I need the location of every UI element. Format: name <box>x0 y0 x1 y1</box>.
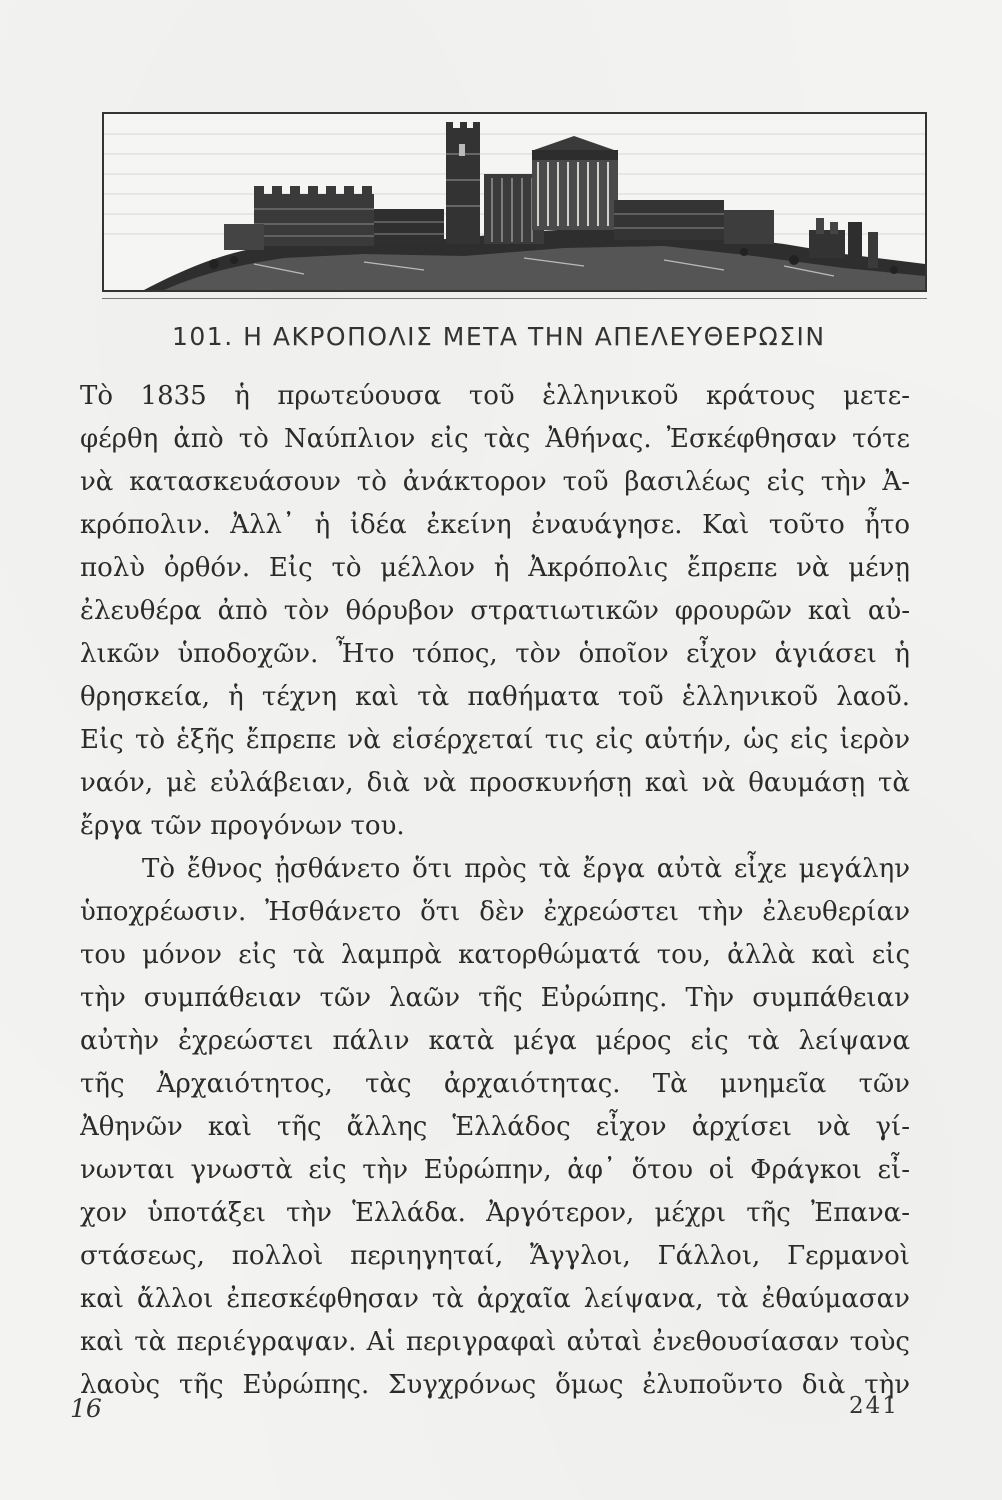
text-line: ἐλευθέρα ἀπὸ τὸν θόρυβον στρατιωτικῶν φρουρῶν καὶ αὐ- <box>80 596 910 626</box>
text-line: κρόπολιν. Ἀλλ᾽ ἡ ἰδέα ἐκείνη ἐναυάγησε. Καὶ τοῦτο ἦτο <box>80 510 910 540</box>
text-line: Τὸ 1835 ἡ πρωτεύουσα τοῦ ἑλληνικοῦ κράτους μετε- <box>80 381 910 411</box>
text-line: θρησκεία, ἡ τέχνη καὶ τὰ παθήματα τοῦ ἑλληνικοῦ λαοῦ. <box>80 682 910 712</box>
section-heading: 101. Η ΑΚΡΟΠΟΛΙΣ ΜΕΤΑ ΤΗΝ ΑΠΕΛΕΥΘΕΡΩΣΙΝ <box>172 322 826 351</box>
text-line: τῆς Ἀρχαιότητος, τὰς ἀρχαιότητας. Τὰ μνημεῖα τῶν <box>80 1069 910 1099</box>
page-number: 241 <box>849 1393 899 1419</box>
acropolis-illustration <box>102 112 927 292</box>
text-line: νὰ κατασκευάσουν τὸ ἀνάκτορον τοῦ βασιλέως εἰς τὴν Ἀ- <box>80 467 910 497</box>
body-text <box>80 375 910 1407</box>
text-line: Ἀθηνῶν καὶ τῆς ἄλλης Ἑλλάδος εἶχον ἀρχίσει νὰ γί- <box>80 1112 910 1142</box>
text-line: λικῶν ὑποδοχῶν. Ἦτο τόπος, τὸν ὁποῖον εἶχον ἁγιάσει ἡ <box>80 639 910 669</box>
text-line: φέρθη ἀπὸ τὸ Ναύπλιον εἰς τὰς Ἀθήνας. Ἐσκέφθησαν τότε <box>80 424 910 454</box>
text-line: στάσεως, πολλοὶ περιηγηταί, Ἄγγλοι, Γάλλοι, Γερμανοὶ <box>80 1241 910 1271</box>
text-line: του μόνον εἰς τὰ λαμπρὰ κατορθώματά του, ἀλλὰ καὶ εἰς <box>80 940 910 970</box>
text-line: καὶ τὰ περιέγραψαν. Αἱ περιγραφαὶ αὐταὶ ἐνεθουσίασαν τοὺς <box>80 1327 910 1357</box>
text-line: ἔργα τῶν προγόνων του. <box>80 811 405 841</box>
text-line: ὑποχρέωσιν. Ἠσθάνετο ὅτι δὲν ἐχρεώστει τὴν ἐλευθερίαν <box>80 897 910 927</box>
text-line: πολὺ ὀρθόν. Εἰς τὸ μέλλον ἡ Ἀκρόπολις ἔπρεπε νὰ μένῃ <box>80 553 910 583</box>
text-line: καὶ ἄλλοι ἐπεσκέφθησαν τὰ ἀρχαῖα λείψανα, τὰ ἐθαύμασαν <box>80 1284 910 1314</box>
text-line: λαοὺς τῆς Εὐρώπης. Συγχρόνως ὅμως ἐλυποῦντο διὰ τὴν <box>80 1370 910 1400</box>
text-line: τὴν συμπάθειαν τῶν λαῶν τῆς Εὐρώπης. Τὴν συμπάθειαν <box>80 983 910 1013</box>
text-line: Τὸ ἔθνος ᾐσθάνετο ὅτι πρὸς τὰ ἔργα αὐτὰ εἶχε μεγάλην <box>142 854 910 884</box>
signature-number: 16 <box>70 1394 102 1423</box>
divider-rule <box>102 298 927 299</box>
text-line: αὐτὴν ἐχρεώστει πάλιν κατὰ μέγα μέρος εἰς τὰ λείψανα <box>80 1026 910 1056</box>
text-line: ναόν, μὲ εὐλάβειαν, διὰ νὰ προσκυνήσῃ καὶ νὰ θαυμάσῃ τὰ <box>80 768 910 798</box>
acropolis-engraving-icon <box>104 114 925 290</box>
text-line: Εἰς τὸ ἑξῆς ἔπρεπε νὰ εἰσέρχεταί τις εἰς αὐτήν, ὡς εἰς ἱερὸν <box>80 725 910 755</box>
text-line: νωνται γνωστὰ εἰς τὴν Εὐρώπην, ἀφ᾽ ὅτου οἱ Φράγκοι εἶ- <box>80 1155 910 1185</box>
text-line: χον ὑποτάξει τὴν Ἑλλάδα. Ἀργότερον, μέχρι τῆς Ἐπανα- <box>80 1198 910 1228</box>
